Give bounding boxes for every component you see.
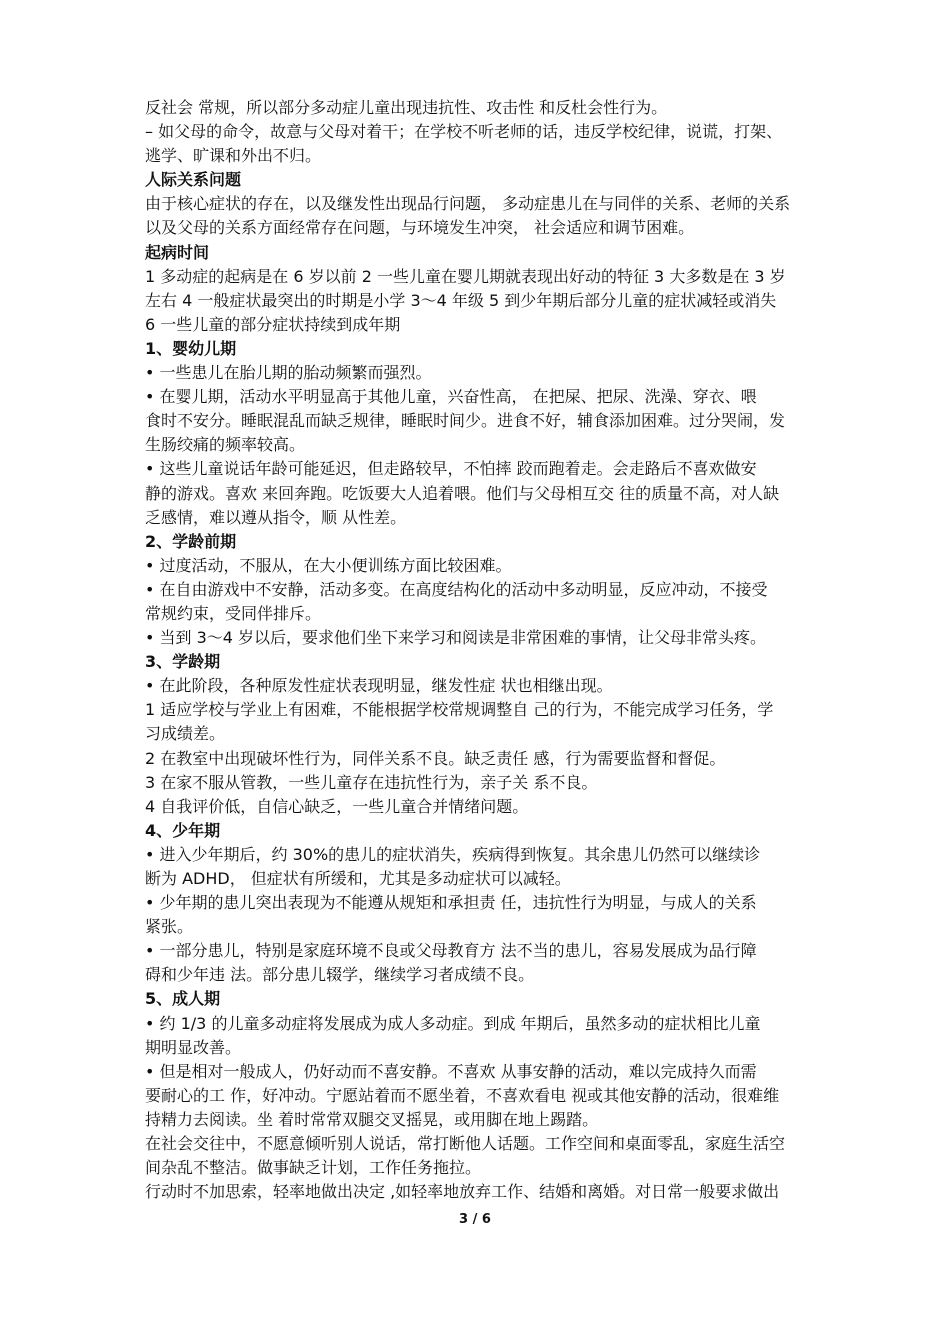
text-line: 6 一些儿童的部分症状持续到成年期: [145, 314, 401, 334]
section-heading: 4、少年期: [145, 820, 221, 840]
text-line: • 一部分患儿，特别是家庭环境不良或父母教育方 法不当的患儿，容易发展成为品行障: [145, 941, 757, 961]
text-line: 逃学、旷课和外出不归。: [145, 146, 322, 166]
text-line: 在社会交往中，不愿意倾听别人说话，常打断他人话题。工作空间和桌面零乱，家庭生活空: [145, 1134, 786, 1154]
text-line: • 少年期的患儿突出表现为不能遵从规矩和承担责 任，违抗性行为明显，与成人的关系: [145, 893, 757, 913]
text-line: 持精力去阅读。坐 着时常常双腿交叉摇晃，或用脚在地上踢踏。: [145, 1109, 599, 1129]
text-line: 4 自我评价低，自信心缺乏，一些儿童合并情绪问题。: [145, 796, 529, 816]
text-line: 乏感情，难以遵从指令，顺 从性差。: [145, 507, 407, 527]
text-line: 常规约束，受同伴排斥。: [145, 603, 322, 623]
text-line: • 当到 3～4 岁以后，要求他们坐下来学习和阅读是非常困难的事情，让父母非常头疼。: [145, 628, 767, 648]
text-line: 由于核心症状的存在，以及继发性出现品行问题， 多动症患儿在与同伴的关系、老师的关系: [145, 194, 791, 214]
text-line: • 在自由游戏中不安静，活动多变。在高度结构化的活动中多动明显，反应冲动，不接受: [145, 579, 768, 599]
text-line: 食时不安分。睡眠混乱而缺乏规律，睡眠时间少。进食不好，辅食添加困难。过分哭闹，发: [145, 411, 786, 431]
text-line: 左右 4 一般症状最突出的时期是小学 3～4 年级 5 到少年期后部分儿童的症状减轻或消失: [145, 290, 777, 310]
text-line: • 过度活动，不服从，在大小便训练方面比较困难。: [145, 555, 512, 575]
text-line: 反社会 常规，所以部分多动症儿童出现违抗性、攻击性 和反杜会性行为。: [145, 98, 668, 117]
text-line: 断为 ADHD， 但症状有所缓和，尤其是多动症状可以减轻。: [145, 869, 571, 888]
text-line: 生肠绞痛的频率较高。: [145, 435, 306, 455]
text-line: • 在此阶段，各种原发性症状表现明显，继发性症 状也相继出现。: [145, 676, 613, 696]
document-body: [145, 96, 817, 1204]
text-line: • 这些儿童说话年龄可能延迟，但走路较早，不怕摔 跤而跑着走。会走路后不喜欢做安: [145, 459, 757, 479]
text-line: 以及父母的关系方面经常存在问题，与环境发生冲突， 社会适应和调节困难。: [145, 218, 695, 238]
text-line: • 进入少年期后，约 30%的患儿的症状消失，疾病得到恢复。其余患儿仍然可以继续诊: [145, 844, 761, 864]
text-line: 要耐心的工 作，好冲动。宁愿站着而不愿坐着，不喜欢看电 视或其他安静的活动，很难维: [145, 1085, 780, 1105]
section-heading: 2、学龄前期: [145, 531, 237, 551]
text-line: 紧张。: [145, 917, 194, 937]
text-line: 1 多动症的起病是在 6 岁以前 2 一些儿童在婴儿期就表现出好动的特征 3 大多数是在 3 岁: [145, 266, 786, 286]
text-line: • 一些患儿在胎儿期的胎动频繁而强烈。: [145, 363, 432, 383]
text-line: 期明显改善。: [145, 1037, 242, 1057]
text-line: – 如父母的命令，故意与父母对着干；在学校不听老师的话，违反学校纪律，说谎，打架、: [145, 122, 783, 142]
page-number: 3 / 6: [459, 1212, 491, 1227]
text-line: • 但是相对一般成人，仍好动而不喜安静。不喜欢 从事安静的活动，难以完成持久而需: [145, 1061, 757, 1081]
text-line: 间杂乱不整洁。做事缺乏计划，工作任务拖拉。: [145, 1158, 482, 1178]
text-line: 碍和少年违 法。部分患儿辍学，继续学习者成绩不良。: [145, 965, 535, 985]
text-line: 静的游戏。喜欢 来回奔跑。吃饭要大人追着喂。他们与父母相互交 往的质量不高，对人缺: [145, 483, 780, 503]
section-heading: 3、学龄期: [145, 652, 221, 672]
text-line: 习成绩差。: [145, 724, 226, 744]
text-line: • 在婴儿期，活动水平明显高于其他儿童，兴奋性高， 在把屎、把尿、洗澡、穿衣、喂: [145, 387, 757, 407]
text-line: 1 适应学校与学业上有困难，不能根据学校常规调整自 己的行为，不能完成学习任务，学: [145, 700, 774, 720]
text-line: 2 在教室中出现破坏性行为，同伴关系不良。缺乏责任 感，行为需要监督和督促。: [145, 748, 726, 768]
section-heading: 1、婴幼儿期: [145, 338, 237, 358]
section-heading: 5、成人期: [145, 989, 221, 1009]
text-line: • 约 1/3 的儿童多动症将发展成为成人多动症。到成 年期后，虽然多动的症状相比儿童: [145, 1013, 761, 1033]
text-line: 行动时不加思索，轻率地做出决定 ,如轻率地放弃工作、结婚和离婚。对日常一般要求做出: [145, 1182, 780, 1202]
section-heading: 人际关系问题: [145, 170, 242, 190]
section-heading: 起病时间: [145, 242, 210, 262]
text-line: 3 在家不服从管教，一些儿童存在违抗性行为，亲子关 系不良。: [145, 772, 598, 792]
